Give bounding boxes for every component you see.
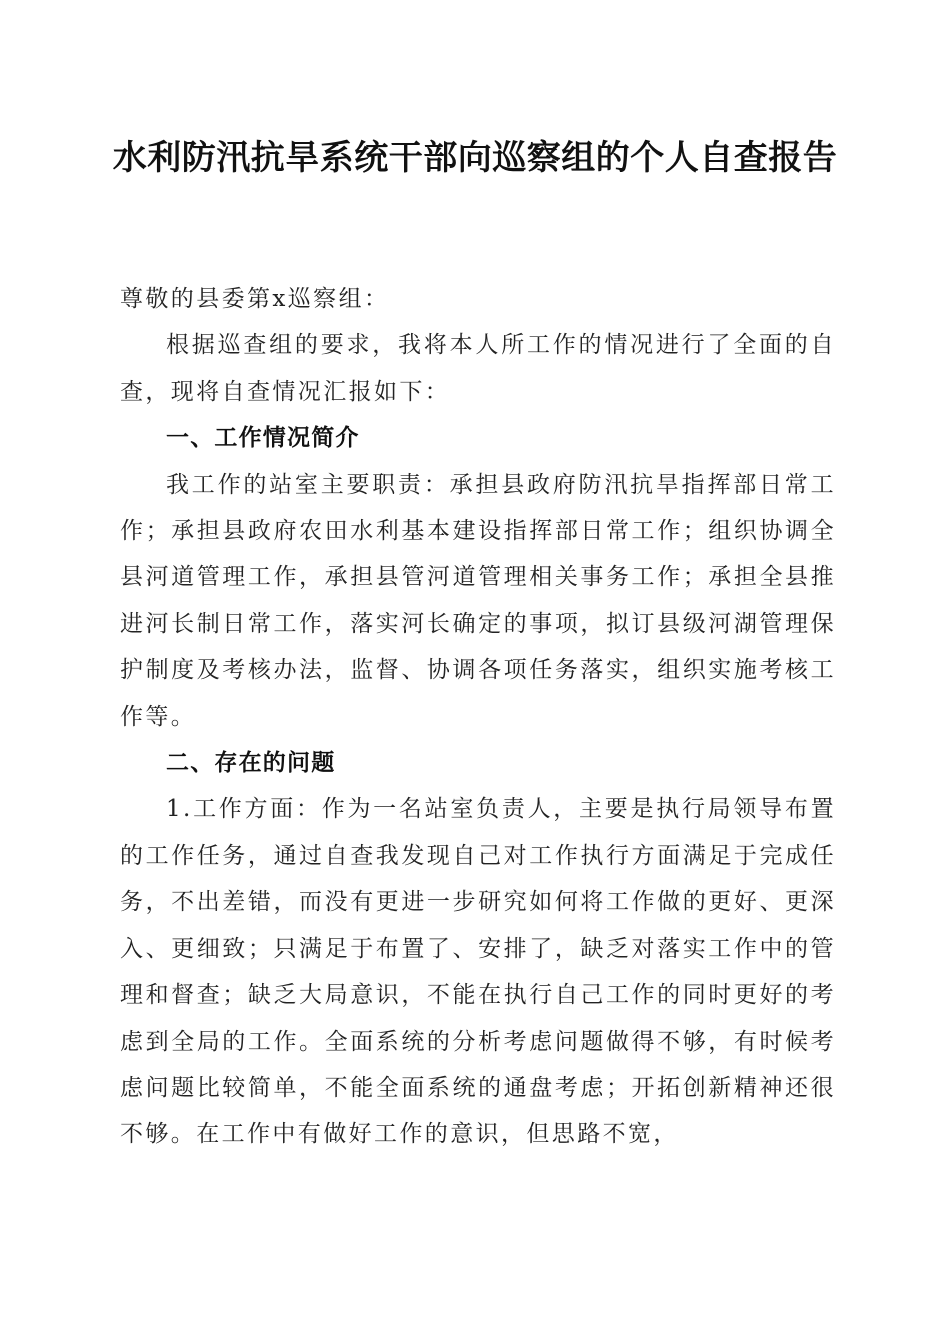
section-heading-work-overview: 一、工作情况简介 xyxy=(166,425,360,452)
work-overview-paragraph: 我工作的站室主要职责：承担县政府防汛抗旱指挥部日常工作；承担县政府农田水利基本建设指挥部日常工作；组织协调全县河道管理工作，承担县管河道管理相关事务工作；承担全县推进河长制日常工作，落实河长确定的事项，拟订县级河湖管理保护制度及考核办法，监督、协调各项任务落实，组织实施考核工作等。 xyxy=(120,471,836,730)
salutation: 尊敬的县委第x巡察组： xyxy=(120,286,390,312)
intro-paragraph: 根据巡查组的要求，我将本人所工作的情况进行了全面的自查，现将自查情况汇报如下： xyxy=(120,332,836,405)
document-body xyxy=(120,276,836,1158)
document-title: 水利防汛抗旱系统干部向巡察组的个人自查报告 xyxy=(112,138,838,178)
section-heading-problems: 二、存在的问题 xyxy=(166,750,336,777)
problems-paragraph: 1.工作方面：作为一名站室负责人，主要是执行局领导布置的工作任务，通过自查我发现自己对工作执行方面满足于完成任务，不出差错，而没有更进一步研究如何将工作做的更好、更深入、更细致；只满足于布置了、安排了，缺乏对落实工作中的管理和督查；缺乏大局意识，不能在执行自己工作的同时更好的考虑到全局的工作。全面系统的分析考虑问题做得不够，有时候考虑问题比较简单，不能全面系统的通盘考虑；开拓创新精神还很不够。在工作中有做好工作的意识，但思路不宽， xyxy=(120,796,836,1148)
